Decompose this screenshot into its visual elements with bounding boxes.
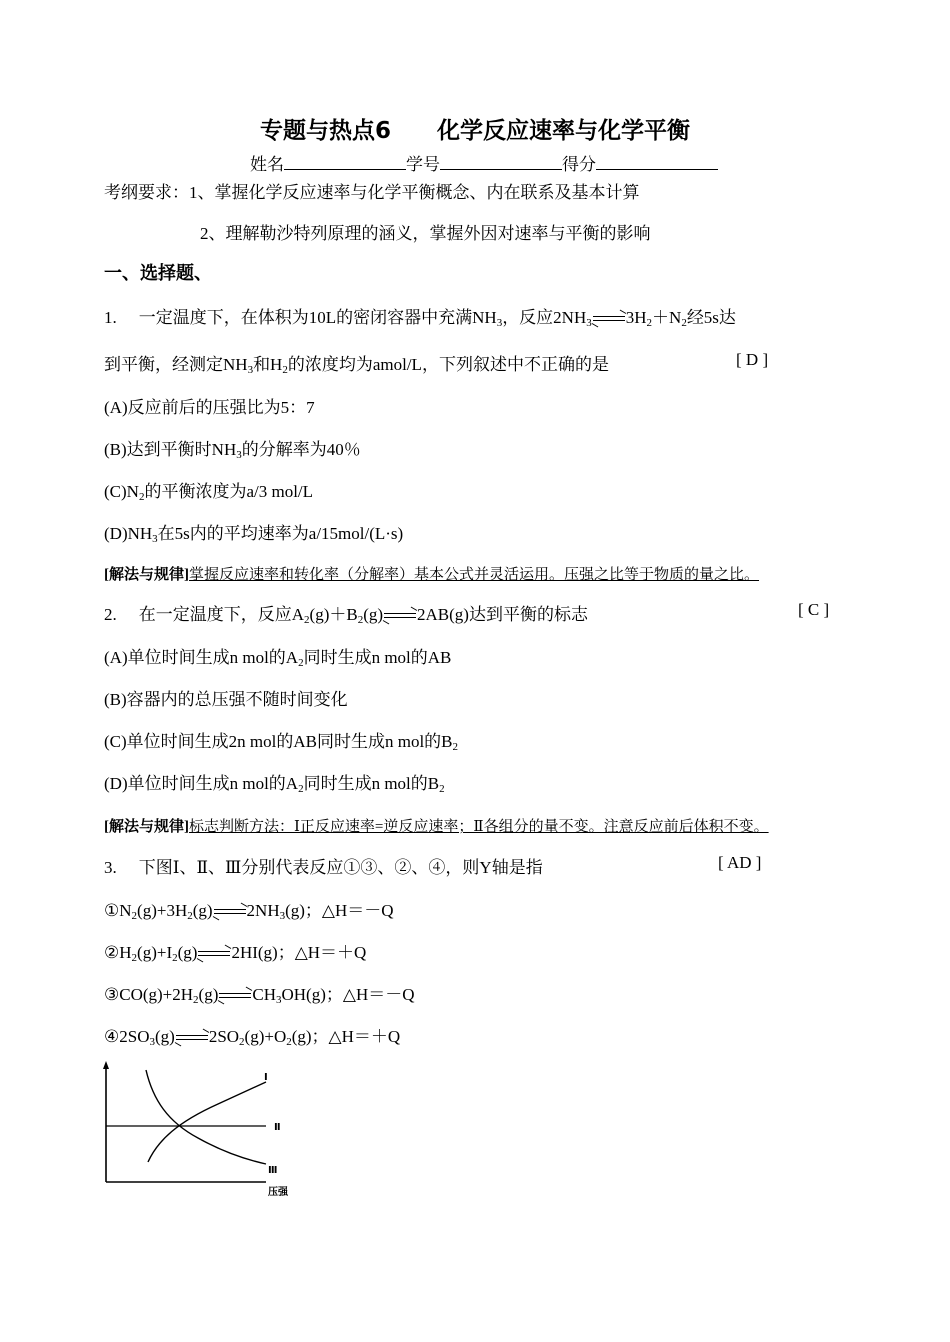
option-text: (D)NH [104, 524, 153, 543]
label-I: Ⅰ [264, 1072, 268, 1083]
q2-number: 2. [104, 605, 117, 624]
q2-stem [104, 600, 588, 625]
sub: 2 [357, 614, 364, 626]
reaction-text: 2SO [208, 1027, 240, 1046]
reaction-text: ③CO(g)+2H [104, 985, 194, 1004]
q3-text: 下图Ⅰ、Ⅱ、Ⅲ分别代表反应①③、②、④，则Y轴是指 [138, 858, 543, 877]
reaction-text: (g) [154, 1027, 175, 1046]
name-label: 姓名 [250, 155, 284, 174]
q2-option-c [104, 727, 458, 752]
option-text: 的平衡浓度为a/3 mol/L [144, 482, 314, 501]
q1-text: 经5s达 [686, 308, 736, 327]
note-label: [解法与规律] [104, 567, 189, 583]
student-info [250, 150, 718, 175]
reaction-text: (g)+O [244, 1027, 287, 1046]
page-title [0, 112, 950, 145]
reaction-text: (g) [192, 901, 213, 920]
sub: 3 [247, 364, 254, 376]
reaction-text: ④2SO [104, 1027, 150, 1046]
reaction-text: (g)+I [137, 943, 173, 962]
reaction-text: (g)；△H＝－Q [285, 901, 394, 920]
q1-option-c [104, 477, 313, 502]
q1-text: ＋N [652, 308, 682, 327]
id-blank[interactable] [440, 155, 562, 170]
x-axis-label: 压强 [268, 1187, 288, 1198]
sub: 2 [239, 1036, 245, 1048]
note-text: 掌握反应速率和转化率（分解率）基本公式并灵活运用。压强之比等于物质的量之比。 [189, 567, 760, 583]
q1-option-b [104, 435, 361, 460]
q3-answer: [ AD ] [718, 853, 762, 872]
q1-option-a: (A)反应前后的压强比为5：7 [104, 398, 315, 417]
name-blank[interactable] [284, 155, 406, 170]
option-text: 同时生成n mol的B [303, 774, 440, 793]
equilibrium-arrow-icon [198, 950, 230, 958]
sub: 2 [172, 952, 178, 964]
option-text: 在5s内的平均速率为a/15mol/(L·s) [157, 524, 404, 543]
sub: 3 [496, 317, 503, 329]
sub: 3 [152, 533, 158, 545]
q1-note [104, 563, 759, 584]
sub: 3 [236, 449, 242, 461]
reaction-text: ①N [104, 901, 132, 920]
q2-answer: [ C ] [798, 600, 830, 619]
note-text: 标志判断方法：Ⅰ正反应速率=逆反应速率；Ⅱ各组分的量不变。注意反应前后体积不变。 [189, 819, 769, 835]
q1-option-d [104, 519, 403, 544]
reaction-text: 2NH [246, 901, 280, 920]
q1-text: 3H [625, 308, 647, 327]
label-II: Ⅱ [274, 1122, 281, 1133]
q2-option-b: (B)容器内的总压强不随时间变化 [104, 690, 348, 709]
sub: 2 [304, 614, 310, 626]
q2-text: (g) [363, 605, 384, 624]
reaction-4 [104, 1022, 400, 1047]
reaction-text: (g)+3H [137, 901, 188, 920]
sub: 2 [138, 491, 145, 503]
equilibrium-arrow-icon [593, 315, 625, 323]
reaction-3 [104, 980, 415, 1005]
reaction-1 [104, 896, 394, 921]
sub: 2 [439, 783, 445, 795]
requirement-line-2: 2、理解勒沙特列原理的涵义，掌握外因对速率与平衡的影响 [200, 224, 651, 243]
q2-text: 2AB(g)达到平衡的标志 [417, 605, 588, 624]
requirement-line-1: 考纲要求：1、掌握化学反应速率与化学平衡概念、内在联系及基本计算 [104, 183, 640, 202]
q1-text: ，反应2NH [502, 308, 587, 327]
q2-text: 在一定温度下，反应A [138, 605, 305, 624]
q2-option-a [104, 643, 451, 668]
sub: 3 [276, 994, 282, 1006]
sub: 2 [452, 741, 459, 753]
q1-stem-line2 [104, 350, 609, 375]
option-text: (B)达到平衡时NH [104, 440, 237, 459]
reaction-text: (g) [177, 943, 198, 962]
sub: 2 [282, 364, 288, 376]
sub: 3 [149, 1036, 155, 1048]
q2-note [104, 815, 769, 836]
q1-text: 一定温度下，在体积为10L的密闭容器中充满NH [138, 308, 497, 327]
q1-stem [104, 303, 736, 328]
sub: 2 [187, 910, 193, 922]
q3-stem [104, 853, 543, 878]
option-text: 同时生成n mol的AB [303, 648, 452, 667]
q3-number: 3. [104, 858, 117, 877]
equilibrium-arrow-icon [219, 992, 251, 1000]
sub: 2 [681, 317, 687, 329]
reaction-2 [104, 938, 366, 963]
q1-text: 到平衡，经测定NH [104, 355, 248, 374]
id-label: 学号 [406, 155, 440, 174]
note-label: [解法与规律] [104, 819, 189, 835]
sub: 2 [646, 317, 653, 329]
q1-text: 和H [253, 355, 283, 374]
option-text: 的分解率为40％ [241, 440, 361, 459]
title-left: 专题与热点6 [259, 118, 391, 144]
q1-number: 1. [104, 308, 117, 327]
equilibrium-arrow-icon [384, 612, 416, 620]
score-label: 得分 [562, 155, 596, 174]
sub: 3 [279, 910, 286, 922]
equilibrium-arrow-icon [176, 1034, 208, 1042]
sub: 2 [298, 657, 304, 669]
sub: 2 [131, 910, 138, 922]
y-axis-arrow-icon [103, 1061, 109, 1069]
reaction-text: 2HI(g)；△H＝＋Q [231, 943, 367, 962]
reaction-text: CH [252, 985, 276, 1004]
title-right: 化学反应速率与化学平衡 [437, 118, 690, 144]
option-text: (C)单位时间生成2n mol的AB同时生成n mol的B [104, 732, 453, 751]
curve-I [148, 1082, 266, 1162]
label-III: Ⅲ [268, 1165, 278, 1176]
reaction-text: OH(g)；△H＝－Q [281, 985, 415, 1004]
sub: 2 [298, 783, 304, 795]
curve-III [146, 1070, 266, 1164]
option-text: (D)单位时间生成n mol的A [104, 774, 299, 793]
q2-text: (g)＋B [309, 605, 358, 624]
q1-text: 的浓度均为amol/L，下列叙述中不正确的是 [287, 355, 609, 374]
reaction-text: (g) [198, 985, 219, 1004]
score-blank[interactable] [596, 155, 718, 170]
reaction-text: (g)；△H＝＋Q [291, 1027, 401, 1046]
sub: 3 [586, 317, 592, 329]
q2-option-d [104, 769, 445, 794]
option-text: (C)N [104, 482, 139, 501]
section-title: 一、选择题、 [104, 263, 212, 284]
equilibrium-arrow-icon [214, 908, 246, 916]
sub: 2 [286, 1036, 292, 1048]
reaction-text: ②H [104, 943, 132, 962]
sub: 2 [193, 994, 199, 1006]
sub: 2 [131, 952, 138, 964]
pressure-graph [98, 1060, 308, 1200]
option-text: (A)单位时间生成n mol的A [104, 648, 299, 667]
q1-answer: [ D ] [736, 350, 769, 369]
